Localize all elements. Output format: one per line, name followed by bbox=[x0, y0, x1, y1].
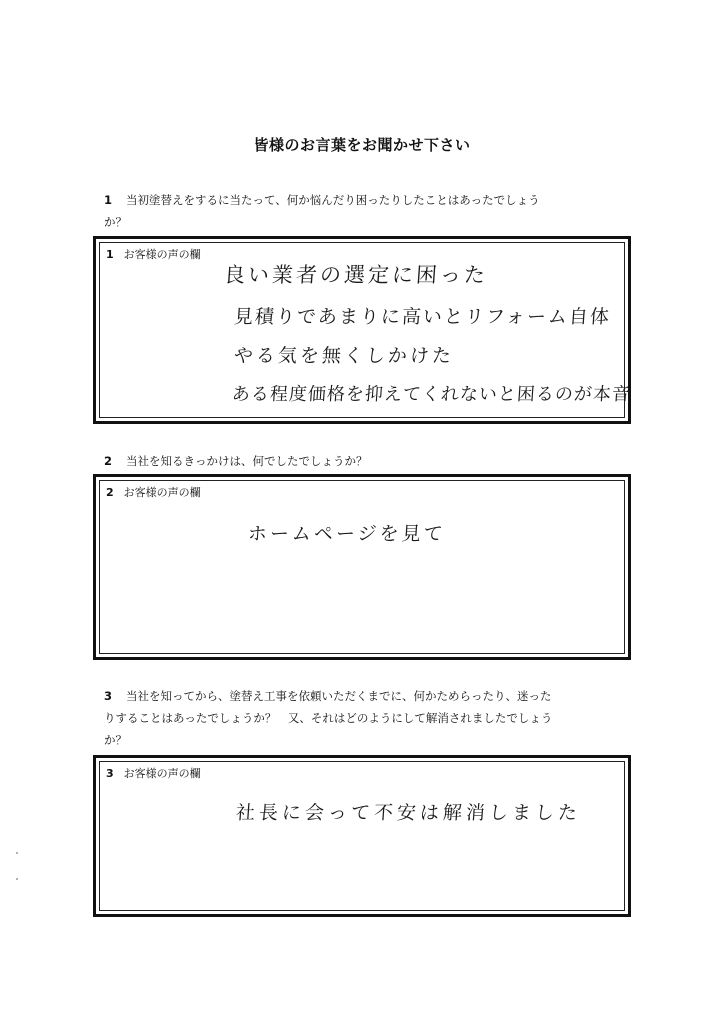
question-3-line-2: りすることはあったでしょうか？ 又、それはどのようにして解消されましたでしょう bbox=[104, 711, 553, 725]
answer-1-line-1: 良い業者の選定に困った bbox=[223, 263, 489, 287]
answer-3-line-1: 社長に会って不安は解消しました bbox=[235, 802, 582, 824]
answer-box-2-label: 2 お客様の声の欄 bbox=[106, 486, 201, 499]
answer-box-2 bbox=[93, 474, 631, 660]
page-title: 皆様のお言葉をお聞かせ下さい bbox=[253, 136, 471, 154]
answer-box-1 bbox=[93, 236, 631, 424]
question-3-line-3: か？ bbox=[104, 733, 127, 747]
scan-speck bbox=[16, 852, 18, 854]
question-1 bbox=[104, 189, 634, 233]
question-1-line-1: 1 当初塗替えをするに当たって、何か悩んだり困ったりしたことはあったでしょう bbox=[104, 189, 634, 211]
answer-1-line-2: 見積りであまりに高いとリフォーム自体 bbox=[233, 306, 612, 328]
question-1-number: 1 bbox=[104, 193, 113, 207]
answer-2-line-1: ホームページを見て bbox=[247, 523, 447, 545]
scan-speck bbox=[16, 878, 18, 880]
question-1-line-2: か？ bbox=[104, 215, 127, 229]
question-2 bbox=[104, 450, 634, 472]
answer-box-1-label: 1 お客様の声の欄 bbox=[106, 248, 201, 261]
question-3-number: 3 bbox=[104, 689, 113, 703]
answer-1-line-3: やる気を無くしかけた bbox=[233, 345, 455, 367]
answer-1-line-4: ある程度価格を抑えてくれないと困るのが本音 bbox=[231, 384, 632, 405]
answer-box-3 bbox=[93, 755, 631, 917]
answer-box-3-label: 3 お客様の声の欄 bbox=[106, 767, 201, 780]
question-2-line-1: 2 当社を知るきっかけは、何でしたでしょうか？ bbox=[104, 450, 634, 472]
question-2-number: 2 bbox=[104, 454, 113, 468]
question-3 bbox=[104, 685, 634, 751]
question-3-line-1: 3 当社を知ってから、塗替え工事を依頼いただくまでに、何かためらったり、迷った bbox=[104, 685, 634, 707]
